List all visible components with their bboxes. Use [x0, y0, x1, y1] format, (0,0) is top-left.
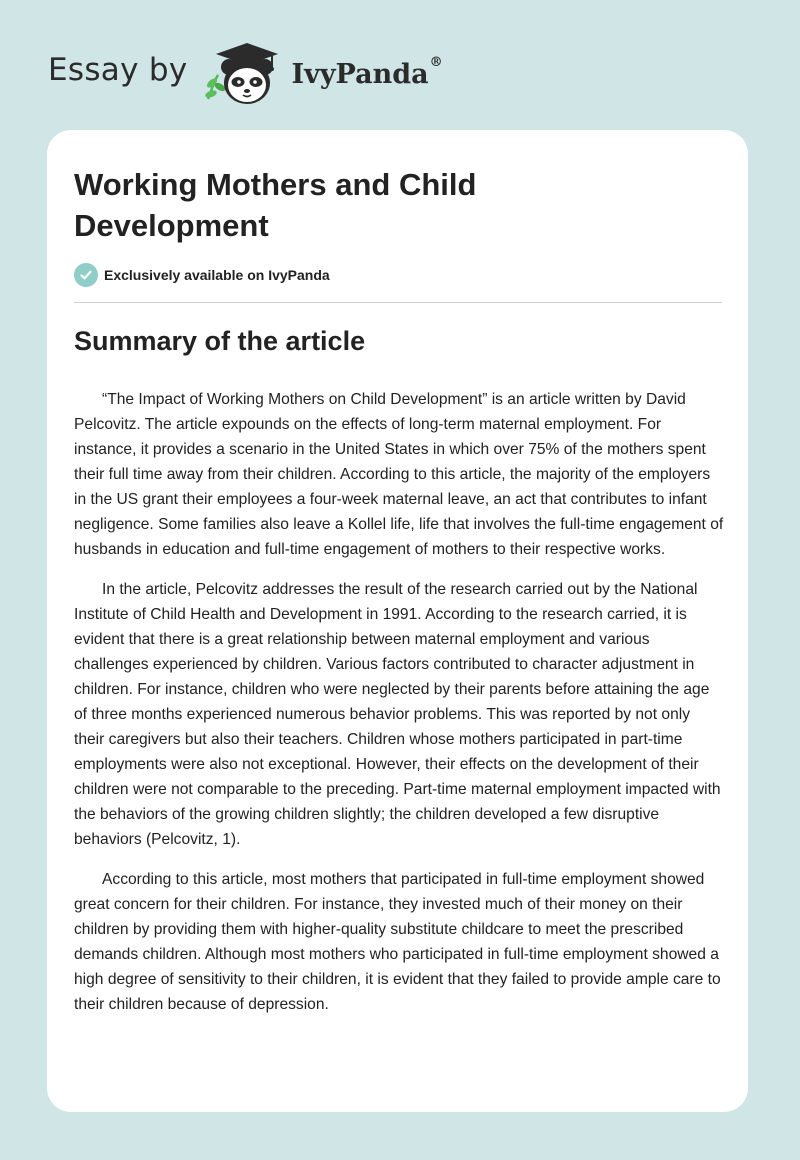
paragraph: In the article, Pelcovitz addresses the result of the research carried out by the National Institute of Child Health and Development in 1991. According to the research carried, it is evident that there is a great relationship between maternal employment and various challenges experienced by children. Various factors contributed to character adjustment in children. For instance, children who were neglected by their parents before attaining the age of three months experienced numerous behavior problems. This was reported by not only their caregivers but also their teachers. Children whose mothers participated in part-time employments were also not exceptional. However, their effects on the development of their children were not comparable to the preceding. Part-time maternal employment impacted with the behaviors of the growing children slightly; the children developed a few disruptive behaviors (Pelcovitz, 1). — [74, 581, 721, 848]
site-header — [48, 38, 443, 108]
exclusive-badge — [74, 263, 330, 287]
page-title: Working Mothers and Child Development — [74, 167, 477, 243]
section-title: Summary of the article — [74, 326, 366, 356]
essay-by-label: Essay by — [48, 52, 188, 88]
essay-card — [47, 130, 748, 1112]
paragraph: According to this article, most mothers that participated in full-time employment showed great concern for their children. For instance, they invested much of their money on their children by providing them with higher-quality substitute childcare to meet the prescribed demands children. Although most mothers who participated in full-time employment showed a high degree of sensitivity to their children, it is evident that they failed to provide ample care to their children because of depression. — [74, 871, 721, 1013]
paragraph: “The Impact of Working Mothers on Child Development” is an article written by David Pelcovitz. The article expounds on the effects of long-term maternal employment. For instance, it provides a scenario in the United States in which over 75% of the mothers spent their full time away from their children. According to this article, the majority of the employers in the US grant their employees a four-week maternal leave, an act that contributes to infant negligence. Some families also leave a Kollel life, life that involves the full-time engagement of husbands in education and full-time engagement of mothers to their respective works. — [74, 391, 724, 558]
check-icon — [74, 263, 98, 287]
brand-name-text: IvyPanda — [291, 58, 429, 90]
article-body — [74, 387, 724, 1032]
brand-name[interactable] — [291, 54, 443, 90]
divider — [74, 302, 722, 303]
panda-graduate-icon[interactable] — [202, 37, 290, 109]
exclusive-badge-label: Exclusively available on IvyPanda — [104, 267, 330, 283]
registered-mark: ® — [429, 54, 443, 70]
